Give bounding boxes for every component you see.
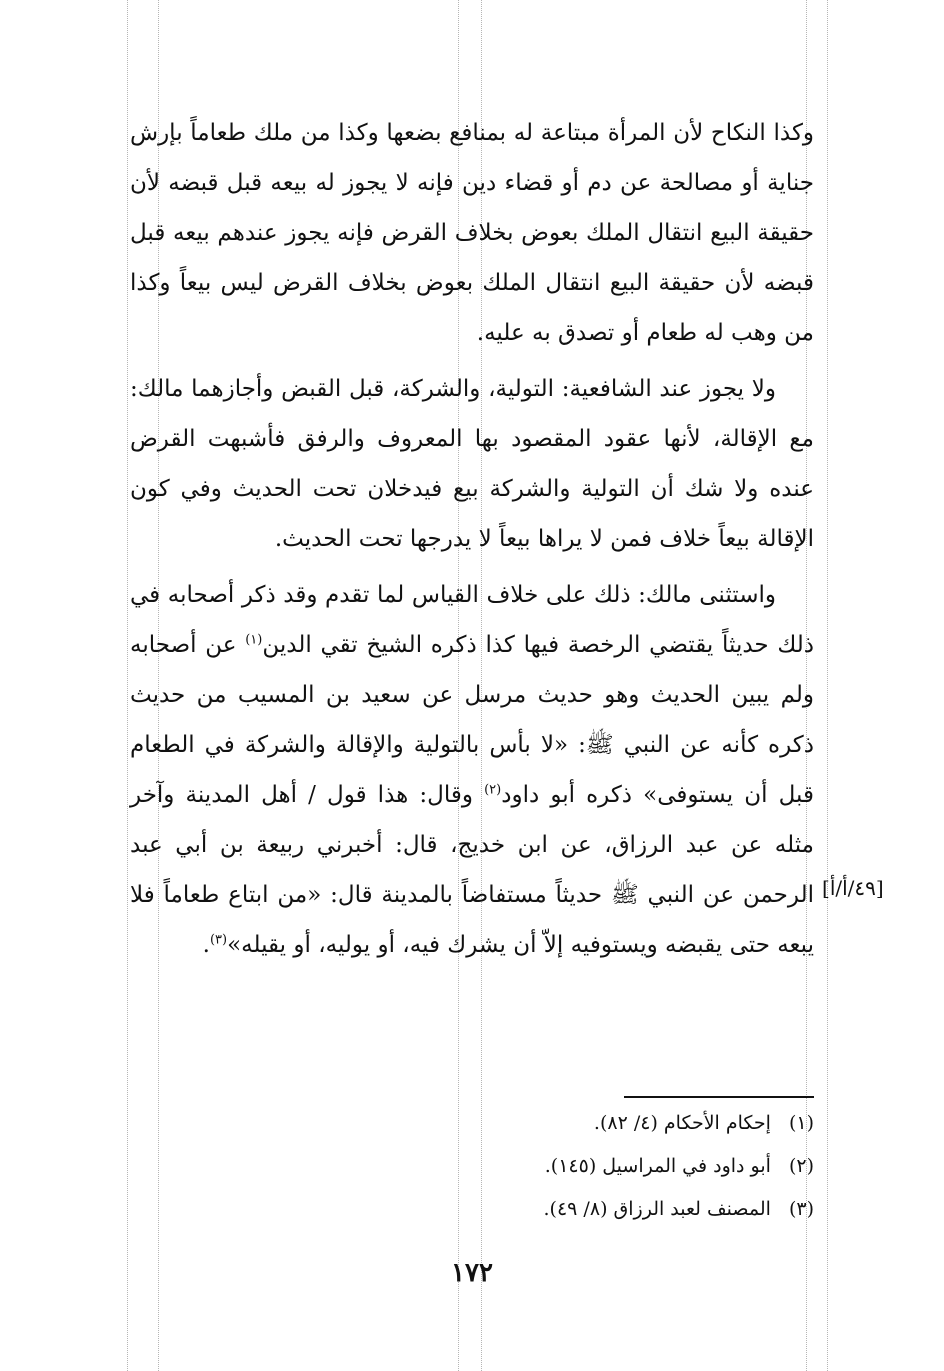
scan-guide-line (127, 0, 128, 1371)
paragraph-3-text-a: واستثنى مالك: ذلك على خلاف القياس لما تقدم وقد ذكر أصحابه في ذلك حديثاً يقتضي الرخصة فيها كذا ذكره الشيخ تقي الدين (130, 582, 814, 658)
footnote-separator (624, 1096, 814, 1098)
footnote-text: أبو داود في المراسيل (١٤٥). (544, 1155, 771, 1177)
footnotes (130, 1102, 814, 1231)
footnote-text: إحكام الأحكام (٤/ ٨٢). (593, 1112, 771, 1134)
footnote-2 (130, 1145, 814, 1188)
scan-guide-line (827, 0, 828, 1371)
footnote-text: المصنف لعبد الرزاق (٨/ ٤٩). (543, 1198, 771, 1220)
paragraph-3 (130, 570, 814, 970)
footnote-number: (١) (788, 1112, 814, 1134)
footnote-ref-3[interactable]: (٣) (209, 932, 228, 948)
footnote-number: (٣) (788, 1198, 814, 1220)
paragraph-3-text-b: عن أصحابه ولم يبين الحديث وهو حديث مرسل عن سعيد بن المسيب من حديث ذكره كأنه عن النبي ﷺ: «لا بأس بالتولية والإقالة والشركة في الطعام قبل أن يستوفى» ذكره أبو داود (130, 632, 814, 808)
paragraph-3-text-d: . (202, 932, 210, 958)
footnote-ref-2[interactable]: (٢) (484, 782, 502, 798)
footnote-number: (٢) (788, 1155, 814, 1177)
paragraph-3-text-c: وقال: هذا قول / أهل المدينة وآخر مثله عن عبد الرزاق، عن ابن خديج، قال: أخبرني ربيعة بن أبي عبد الرحمن عن النبي ﷺ حديثاً مستفاضاً بالمدينة قال: «من ابتاع طعاماً فلا يبعه حتى يقبضه ويستوفيه إلاّ أن يشرك فيه، أو يوليه، أو يقيله» (130, 782, 814, 958)
paragraph-1: وكذا النكاح لأن المرأة مبتاعة له بمنافع بضعها وكذا من ملك طعاماً بإرش جناية أو مصالحة عن دم أو قضاء دين فإنه لا يجوز له بيعه قبل قبضه لأن حقيقة البيع انتقال الملك بعوض بخلاف القرض فإنه يجوز عندهم بيعه قبل قبضه لأن حقيقة البيع انتقال الملك بعوض بخلاف القرض ليس بيعاً وكذا من وهب له طعام أو تصدق به عليه. (130, 120, 814, 346)
footnote-3 (130, 1188, 814, 1231)
paragraph-2: ولا يجوز عند الشافعية: التولية، والشركة، قبل القبض وأجازهما مالك: مع الإقالة، لأنها عقود المقصود بها المعروف والرفق فأشبهت القرض عنده ولا شك أن التولية والشركة بيع فيدخلان تحت الحديث وفي كون الإقالة بيعاً خلاف فمن لا يراها بيعاً لا يدرجها تحت الحديث. (130, 376, 814, 552)
footnote-ref-1[interactable]: (١) (245, 632, 263, 648)
manuscript-folio-marker: [٤٩/أ/أ] (822, 876, 884, 900)
page-number: ١٧٢ (451, 1258, 493, 1288)
footnote-1 (130, 1102, 814, 1145)
page-body (130, 108, 814, 970)
